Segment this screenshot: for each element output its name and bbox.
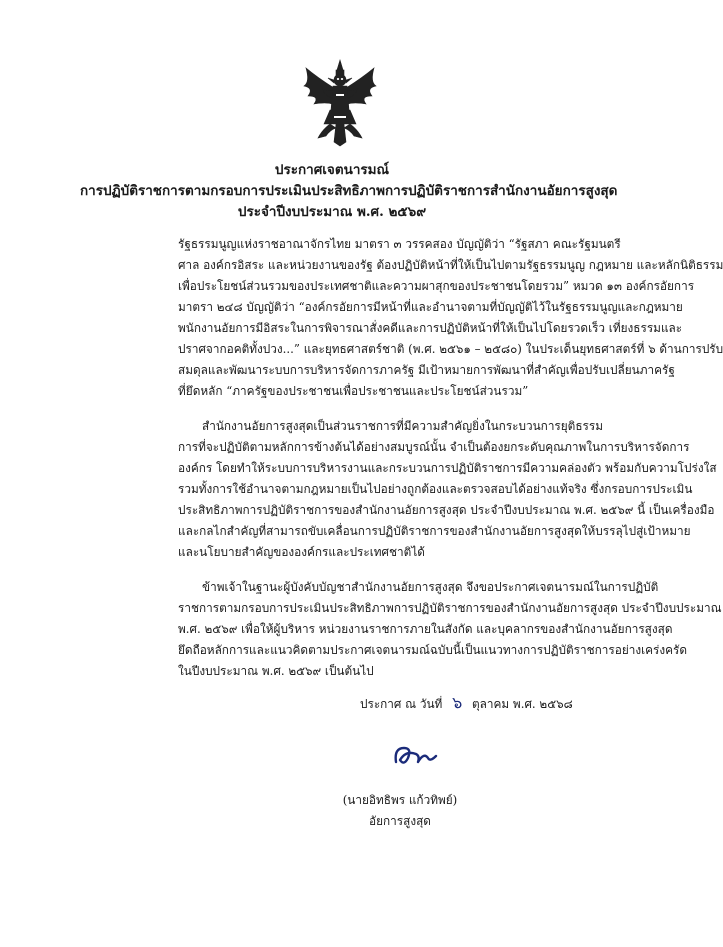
signer-position: อัยการสูงสุด <box>369 814 431 828</box>
paragraph-3 <box>178 577 722 682</box>
announcement-body <box>178 234 723 696</box>
paragraph-1 <box>178 234 723 402</box>
paragraph-line: ราชการตามกรอบการประเมินประสิทธิภาพการปฏิบัติราชการของสำนักงานอัยการสูงสุด ประจำปีงบประมาณ <box>178 601 722 615</box>
paragraph-line: เพื่อประโยชน์ส่วนรวมของประเทศชาติและความผาสุกของประชาชนโดยรวม” หมวด ๑๓ องค์กรอัยการ <box>178 279 695 293</box>
paragraph-line: รวมทั้งการใช้อำนาจตามกฎหมายเป็นไปอย่างถูกต้องและตรวจสอบได้อย่างแท้จริง ซึ่งกรอบการประเมิน <box>178 482 693 496</box>
title-line-3: ประจำปีงบประมาณ พ.ศ. ๒๕๖๙ <box>237 204 427 220</box>
paragraph-line: รัฐธรรมนูญแห่งราชอาณาจักรไทย มาตรา ๓ วรรคสอง บัญญัติว่า “รัฐสภา คณะรัฐมนตรี <box>178 237 621 251</box>
paragraph-line: สำนักงานอัยการสูงสุดเป็นส่วนราชการที่มีความสำคัญยิ่งในกระบวนการยุติธรรม <box>202 419 603 433</box>
paragraph-line: ปราศจากอคติทั้งปวง...” และยุทธศาสตร์ชาติ (พ.ศ. ๒๕๖๑ – ๒๕๘๐) ในประเด็นยุทธศาสตร์ที่ ๖ ด้านการปรับ <box>178 342 723 356</box>
paragraph-2 <box>178 416 717 563</box>
issue-date-day: ๖ <box>452 693 463 712</box>
issue-date-suffix: ตุลาคม พ.ศ. ๒๕๖๘ <box>471 697 573 711</box>
paragraph-line: ที่ยึดหลัก “ภาครัฐของประชาชนเพื่อประชาชนและประโยชน์ส่วนรวม” <box>178 384 529 398</box>
handwritten-signature-icon <box>392 740 438 770</box>
paragraph-line: ประสิทธิภาพการปฏิบัติราชการของสำนักงานอัยการสูงสุด ประจำปีงบประมาณ พ.ศ. ๒๕๖๙ นี้ เป็นเครื่องมือ <box>178 503 715 517</box>
paragraph-line: ศาล องค์กรอิสระ และหน่วยงานของรัฐ ต้องปฏิบัติหน้าที่ให้เป็นไปตามรัฐธรรมนูญ กฎหมาย และหลักนิติธรรม <box>178 258 723 272</box>
paragraph-line: การที่จะปฏิบัติตามหลักการข้างต้นได้อย่างสมบูรณ์นั้น จำเป็นต้องยกระดับคุณภาพในการบริหารจัดการ <box>178 440 690 454</box>
paragraph-line: และกลไกสำคัญที่สามารถขับเคลื่อนการปฏิบัติราชการของสำนักงานอัยการสูงสุดให้บรรลุไปสู่เป้าหมาย <box>178 524 691 538</box>
signer-block <box>330 790 470 832</box>
issue-date <box>360 692 573 715</box>
paragraph-line: ยึดถือหลักการและแนวคิดตามประกาศเจตนารมณ์ฉบับนี้เป็นแนวทางการปฏิบัติราชการอย่างเคร่งครัด <box>178 643 688 657</box>
garuda-emblem-icon <box>300 58 380 148</box>
paragraph-line: ข้าพเจ้าในฐานะผู้บังคับบัญชาสำนักงานอัยการสูงสุด จึงขอประกาศเจตนารมณ์ในการปฏิบัติ <box>202 580 659 594</box>
paragraph-line: ในปีงบประมาณ พ.ศ. ๒๕๖๙ เป็นต้นไป <box>178 664 374 678</box>
paragraph-line: มาตรา ๒๔๘ บัญญัติว่า “องค์กรอัยการมีหน้าที่และอำนาจตามที่บัญญัติไว้ในรัฐธรรมนูญและกฎหมาย <box>178 300 683 314</box>
issue-date-prefix: ประกาศ ณ วันที่ <box>360 697 443 711</box>
paragraph-line: สมดุลและพัฒนาระบบการบริหารจัดการภาครัฐ มีเป้าหมายการพัฒนาที่สำคัญเพื่อปรับเปลี่ยนภาครัฐ <box>178 363 675 377</box>
paragraph-line: พนักงานอัยการมีอิสระในการพิจารณาสั่งคดีและการปฏิบัติหน้าที่ให้เป็นไปโดยรวดเร็ว เที่ยงธรรมและ <box>178 321 683 335</box>
signer-name: (นายอิทธิพร แก้วทิพย์) <box>342 793 458 807</box>
paragraph-line: พ.ศ. ๒๕๖๙ เพื่อให้ผู้บริหาร หน่วยงานราชการภายในสังกัด และบุคลากรของสำนักงานอัยการสูงสุด <box>178 622 673 636</box>
announcement-title <box>80 160 618 223</box>
paragraph-line: องค์กร โดยทำให้ระบบการบริหารงานและกระบวนการปฏิบัติราชการมีความคล่องตัว พร้อมกับความโปร่งใส <box>178 461 717 475</box>
paragraph-line: และนโยบายสำคัญขององค์กรและประเทศชาติได้ <box>178 545 425 559</box>
title-line-2: การปฏิบัติราชการตามกรอบการประเมินประสิทธิภาพการปฏิบัติราชการสำนักงานอัยการสูงสุด <box>80 183 618 199</box>
title-line-1: ประกาศเจตนารมณ์ <box>274 162 390 178</box>
